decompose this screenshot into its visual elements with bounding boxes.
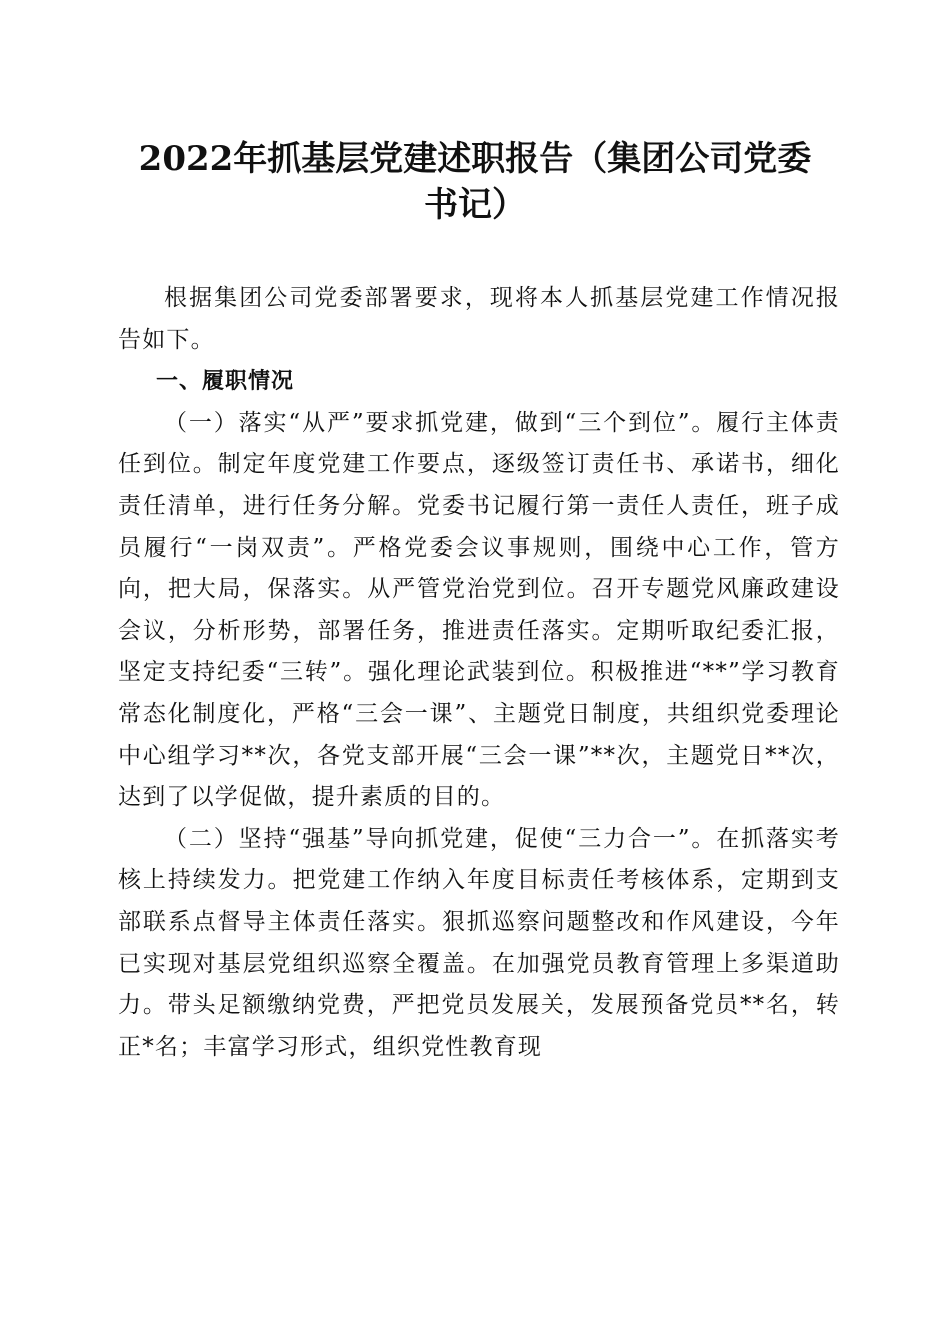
intro-paragraph: 根据集团公司党委部署要求，现将本人抓基层党建工作情况报告如下。 xyxy=(118,285,840,353)
document-title-line-2: 书记） xyxy=(424,185,526,225)
section-heading-performance: 一、履职情况 xyxy=(156,369,295,395)
paragraph-strengthen-foundation: （二）坚持“强基”导向抓党建，促使“三力合一”。在抓落实考核上持续发力。把党建工作纳入年度目标责任考核体系，定期到支部联系点督导主体责任落实。狠抓巡察问题整改和作风建设，今年已实现对基层党组织巡察全覆盖。在加强党员教育管理上多渠道助力。带头足额缴纳党费，严把党员发展关，发展预备党员**名，转正*名；丰富学习形式，组织党性教育现 xyxy=(118,825,840,1060)
document-title xyxy=(100,136,850,228)
document-title-line-1: 2022年抓基层党建述职报告（集团公司党委 xyxy=(138,139,812,179)
paragraph-strict-requirements: （一）落实“从严”要求抓党建，做到“三个到位”。履行主体责任到位。制定年度党建工作要点，逐级签订责任书、承诺书，细化责任清单，进行任务分解。党委书记履行第一责任人责任，班子成员履行“一岗双责”。严格党委会议事规则，围绕中心工作，管方向，把大局，保落实。从严管党治党到位。召开专题党风廉政建设会议，分析形势，部署任务，推进责任落实。定期听取纪委汇报，坚定支持纪委“三转”。强化理论武装到位。积极推进“**”学习教育常态化制度化，严格“三会一课”、主题党日制度，共组织党委理论中心组学习**次，各党支部开展“三会一课”**次，主题党日**次，达到了以学促做，提升素质的目的。 xyxy=(118,409,840,811)
document-body xyxy=(118,278,840,1068)
